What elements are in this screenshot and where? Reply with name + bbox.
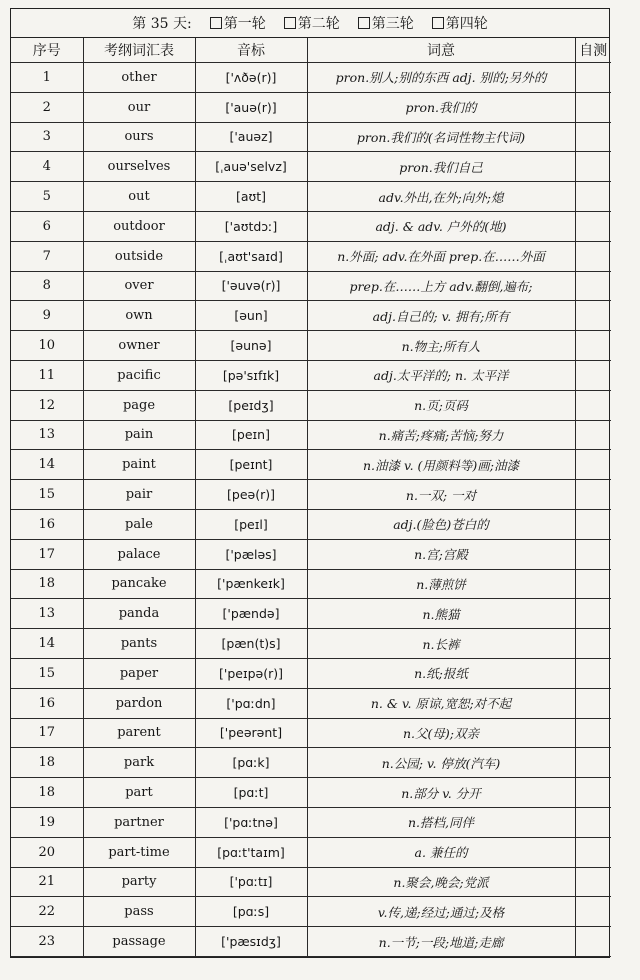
row-self-test[interactable] (575, 152, 611, 182)
table-row (11, 748, 611, 778)
row-number: 15 (11, 480, 83, 510)
table-row (11, 480, 611, 510)
row-meaning: pron.我们的(名词性物主代词) (307, 122, 575, 152)
row-self-test[interactable] (575, 271, 611, 301)
table-row (11, 450, 611, 480)
row-phonetic: [əunə] (195, 331, 307, 361)
row-meaning: n. & v. 原谅,宽恕;对不起 (307, 688, 575, 718)
row-number: 15 (11, 658, 83, 688)
day-header (11, 9, 609, 38)
row-number: 20 (11, 837, 83, 867)
row-self-test[interactable] (575, 599, 611, 629)
row-word: passage (83, 927, 195, 957)
row-number: 5 (11, 182, 83, 212)
row-self-test[interactable] (575, 837, 611, 867)
row-word: own (83, 301, 195, 331)
row-self-test[interactable] (575, 629, 611, 659)
row-self-test[interactable] (575, 867, 611, 897)
row-self-test[interactable] (575, 927, 611, 957)
row-number: 18 (11, 748, 83, 778)
table-header-row (11, 38, 611, 63)
table-row (11, 360, 611, 390)
row-phonetic: [pæn(t)s] (195, 629, 307, 659)
row-word: pair (83, 480, 195, 510)
table-row (11, 629, 611, 659)
vocabulary-table (11, 38, 611, 957)
row-word: palace (83, 539, 195, 569)
row-number: 4 (11, 152, 83, 182)
checkbox-icon[interactable] (210, 17, 222, 29)
row-number: 23 (11, 927, 83, 957)
row-phonetic: ['pɑːtɪ] (195, 867, 307, 897)
row-word: owner (83, 331, 195, 361)
col-phonetic: 音标 (195, 38, 307, 63)
table-row (11, 241, 611, 271)
round-3[interactable]: 第三轮 (358, 13, 414, 33)
table-row (11, 301, 611, 331)
row-word: pale (83, 509, 195, 539)
vocabulary-sheet (10, 8, 610, 958)
row-number: 16 (11, 688, 83, 718)
row-meaning: n.物主;所有人 (307, 331, 575, 361)
checkbox-icon[interactable] (284, 17, 296, 29)
row-phonetic: ['auə(r)] (195, 92, 307, 122)
row-phonetic: ['peɪpə(r)] (195, 658, 307, 688)
checkbox-icon[interactable] (358, 17, 370, 29)
row-meaning: adj.自己的; v. 拥有;所有 (307, 301, 575, 331)
row-self-test[interactable] (575, 480, 611, 510)
row-self-test[interactable] (575, 658, 611, 688)
row-meaning: n.页;页码 (307, 390, 575, 420)
row-word: other (83, 63, 195, 93)
row-self-test[interactable] (575, 211, 611, 241)
table-row (11, 897, 611, 927)
row-meaning: n.外面; adv.在外面 prep.在……外面 (307, 241, 575, 271)
row-number: 1 (11, 63, 83, 93)
row-meaning: n.搭档,同伴 (307, 807, 575, 837)
row-word: page (83, 390, 195, 420)
row-phonetic: [ˌaʊt'saɪd] (195, 241, 307, 271)
row-self-test[interactable] (575, 390, 611, 420)
row-self-test[interactable] (575, 360, 611, 390)
row-word: pancake (83, 569, 195, 599)
row-word: partner (83, 807, 195, 837)
row-meaning: n.油漆 v. (用颜料等)画;油漆 (307, 450, 575, 480)
row-word: pacific (83, 360, 195, 390)
row-phonetic: [peɪl] (195, 509, 307, 539)
row-self-test[interactable] (575, 92, 611, 122)
row-self-test[interactable] (575, 539, 611, 569)
row-meaning: adj.太平洋的; n. 太平洋 (307, 360, 575, 390)
round-4[interactable]: 第四轮 (432, 13, 488, 33)
row-word: pass (83, 897, 195, 927)
row-number: 10 (11, 331, 83, 361)
row-phonetic: ['peərənt] (195, 718, 307, 748)
row-meaning: n.部分 v. 分开 (307, 778, 575, 808)
row-meaning: adv.外出,在外;向外;熄 (307, 182, 575, 212)
table-row (11, 63, 611, 93)
row-meaning: a. 兼任的 (307, 837, 575, 867)
row-number: 18 (11, 569, 83, 599)
row-phonetic: ['ʌðə(r)] (195, 63, 307, 93)
table-row (11, 867, 611, 897)
row-self-test[interactable] (575, 331, 611, 361)
table-row (11, 92, 611, 122)
table-row (11, 658, 611, 688)
row-word: outdoor (83, 211, 195, 241)
row-word: park (83, 748, 195, 778)
row-phonetic: [pɑːt] (195, 778, 307, 808)
row-phonetic: ['pæləs] (195, 539, 307, 569)
row-word: over (83, 271, 195, 301)
row-number: 19 (11, 807, 83, 837)
row-phonetic: [pɑːs] (195, 897, 307, 927)
row-meaning: adj.(脸色)苍白的 (307, 509, 575, 539)
row-word: pardon (83, 688, 195, 718)
row-self-test[interactable] (575, 718, 611, 748)
row-meaning: pron.我们的 (307, 92, 575, 122)
row-phonetic: ['pɑːtnə] (195, 807, 307, 837)
table-row (11, 688, 611, 718)
table-row (11, 211, 611, 241)
row-phonetic: [pɑːk] (195, 748, 307, 778)
table-row (11, 599, 611, 629)
row-word: out (83, 182, 195, 212)
row-meaning: n.宫;宫殿 (307, 539, 575, 569)
col-self-test: 自测 (575, 38, 611, 63)
table-row (11, 122, 611, 152)
row-phonetic: [peɪdʒ] (195, 390, 307, 420)
row-word: ours (83, 122, 195, 152)
row-number: 7 (11, 241, 83, 271)
table-row (11, 390, 611, 420)
row-meaning: n.一双; 一对 (307, 480, 575, 510)
row-phonetic: [peɪnt] (195, 450, 307, 480)
row-word: party (83, 867, 195, 897)
row-phonetic: [əun] (195, 301, 307, 331)
row-word: parent (83, 718, 195, 748)
checkbox-icon[interactable] (432, 17, 444, 29)
row-self-test[interactable] (575, 122, 611, 152)
row-self-test[interactable] (575, 748, 611, 778)
table-row (11, 271, 611, 301)
table-row (11, 152, 611, 182)
row-meaning: n.薄煎饼 (307, 569, 575, 599)
row-number: 18 (11, 778, 83, 808)
round-1[interactable]: 第一轮 (210, 13, 266, 33)
row-word: paint (83, 450, 195, 480)
row-phonetic: ['pændə] (195, 599, 307, 629)
table-row (11, 927, 611, 957)
row-word: pants (83, 629, 195, 659)
row-meaning: n.痛苦;疼痛;苦恼;努力 (307, 420, 575, 450)
table-row (11, 420, 611, 450)
col-meaning: 词意 (307, 38, 575, 63)
row-self-test[interactable] (575, 569, 611, 599)
row-self-test[interactable] (575, 63, 611, 93)
row-number: 8 (11, 271, 83, 301)
col-number: 序号 (11, 38, 83, 63)
row-phonetic: ['pænkeɪk] (195, 569, 307, 599)
row-meaning: adj. & adv. 户外的(地) (307, 211, 575, 241)
row-meaning: pron.我们自己 (307, 152, 575, 182)
row-phonetic: ['pæsɪdʒ] (195, 927, 307, 957)
row-word: our (83, 92, 195, 122)
row-meaning: n.聚会,晚会;党派 (307, 867, 575, 897)
row-phonetic: [ˌauə'selvz] (195, 152, 307, 182)
table-row (11, 331, 611, 361)
row-self-test[interactable] (575, 301, 611, 331)
row-self-test[interactable] (575, 182, 611, 212)
row-word: outside (83, 241, 195, 271)
row-phonetic: [aʊt] (195, 182, 307, 212)
row-number: 6 (11, 211, 83, 241)
row-self-test[interactable] (575, 509, 611, 539)
row-phonetic: ['əuvə(r)] (195, 271, 307, 301)
row-word: part (83, 778, 195, 808)
row-word: pain (83, 420, 195, 450)
row-number: 21 (11, 867, 83, 897)
row-phonetic: ['auəz] (195, 122, 307, 152)
row-number: 3 (11, 122, 83, 152)
row-self-test[interactable] (575, 688, 611, 718)
row-number: 9 (11, 301, 83, 331)
table-row (11, 509, 611, 539)
table-row (11, 778, 611, 808)
row-number: 13 (11, 599, 83, 629)
row-word: paper (83, 658, 195, 688)
row-meaning: n.父(母);双亲 (307, 718, 575, 748)
row-self-test[interactable] (575, 807, 611, 837)
round-2[interactable]: 第二轮 (284, 13, 340, 33)
row-meaning: pron.别人;别的东西 adj. 别的;另外的 (307, 63, 575, 93)
day-label: 第 35 天: (132, 16, 192, 32)
row-self-test[interactable] (575, 450, 611, 480)
row-meaning: n.一节;一段;地道;走廊 (307, 927, 575, 957)
row-number: 11 (11, 360, 83, 390)
row-phonetic: [pə'sɪfɪk] (195, 360, 307, 390)
table-row (11, 182, 611, 212)
row-number: 17 (11, 718, 83, 748)
row-meaning: n.公园; v. 停放(汽车) (307, 748, 575, 778)
row-phonetic: [peɪn] (195, 420, 307, 450)
row-meaning: n.长裤 (307, 629, 575, 659)
table-row (11, 807, 611, 837)
row-word: ourselves (83, 152, 195, 182)
row-meaning: n.熊猫 (307, 599, 575, 629)
row-meaning: prep.在……上方 adv.翻倒,遍布; (307, 271, 575, 301)
row-number: 14 (11, 450, 83, 480)
table-row (11, 539, 611, 569)
row-number: 13 (11, 420, 83, 450)
row-number: 14 (11, 629, 83, 659)
row-number: 17 (11, 539, 83, 569)
row-self-test[interactable] (575, 778, 611, 808)
row-phonetic: ['aʊtdɔː] (195, 211, 307, 241)
row-phonetic: ['pɑːdn] (195, 688, 307, 718)
table-row (11, 718, 611, 748)
col-word: 考纲词汇表 (83, 38, 195, 63)
row-self-test[interactable] (575, 241, 611, 271)
row-word: part-time (83, 837, 195, 867)
row-self-test[interactable] (575, 897, 611, 927)
row-number: 12 (11, 390, 83, 420)
table-row (11, 569, 611, 599)
row-phonetic: [pɑːt'taɪm] (195, 837, 307, 867)
row-number: 16 (11, 509, 83, 539)
row-number: 2 (11, 92, 83, 122)
row-number: 22 (11, 897, 83, 927)
row-meaning: n.纸;报纸 (307, 658, 575, 688)
row-meaning: v.传,递;经过;通过;及格 (307, 897, 575, 927)
row-self-test[interactable] (575, 420, 611, 450)
table-row (11, 837, 611, 867)
row-phonetic: [peə(r)] (195, 480, 307, 510)
row-word: panda (83, 599, 195, 629)
